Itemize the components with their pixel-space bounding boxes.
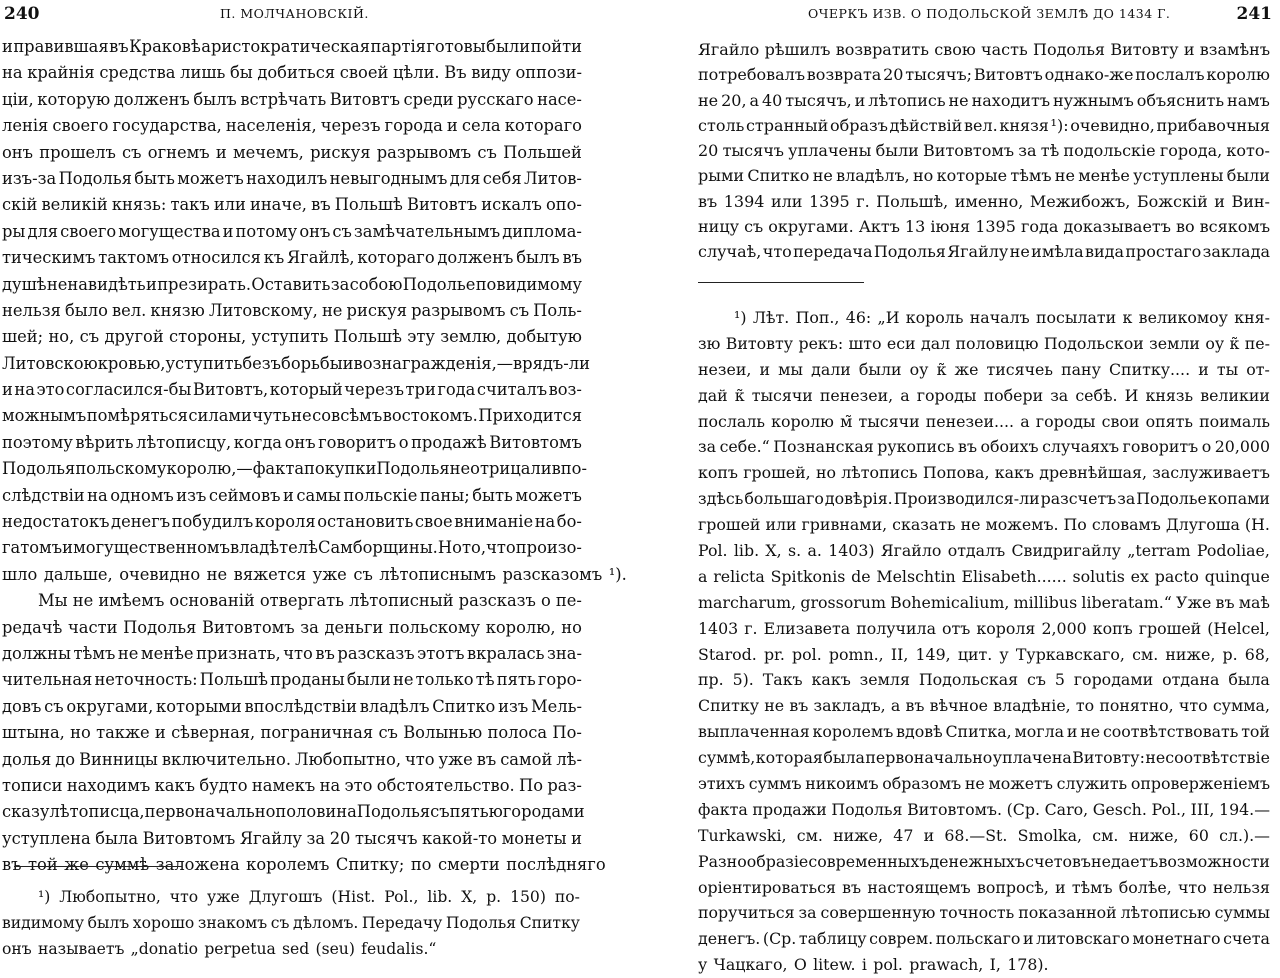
text-line: marcharum, grossorum Bohemicalium, millibus liberatam.“ Уже въ маѣ [698,592,1270,612]
text-line: незеи, и мы дали были оу к̃ же тисячеь пану Спитку.... и ты от- [698,359,1270,379]
text-line: видимому былъ хорошо знакомъ съ дѣломъ. Передачу Подолья Спитку [2,914,580,932]
text-line: тописи находимъ какъ будто намекъ на это обстоятельство. По раз- [2,775,582,795]
right-running-head [808,2,1272,26]
footnote-rule [14,866,182,867]
text-line: дай к̃ тысячи пенезеи, а городы побери за себѣ. И князь великии [698,385,1270,405]
footnote-rule [698,282,864,283]
text-line: поэтому вѣрить лѣтописцу, когда онъ говоритъ о продажѣ Витовтомъ [2,432,582,452]
left-running-head [4,2,592,26]
text-line: 20 тысячъ уплачены были Витовтомъ за тѣ подольскіе города, кото- [698,141,1270,161]
text-line: у Чацкаго, O litew. i pol. prawach, I, 178). [698,955,1049,975]
footnote [698,305,1270,978]
text-line: онъ прошелъ съ огнемъ и мечемъ, рискуя разрывомъ съ Польшей [2,142,582,162]
text-line: скій великій князь: такъ или иначе, въ Польшѣ Витовтъ искалъ опо- [2,195,582,215]
text-line: зю Витовту рекъ: што еси дал половицю Подольскои земли оу к̃ пе- [698,333,1270,353]
text-line: нельзя было вел. князю Литовскому, не рискуя разрывомъ съ Поль- [2,300,582,320]
text-line: ціи, которую долженъ былъ встрѣчать Витовтъ среди русскаго насе- [2,89,582,109]
text-line: копъ грошей, но лѣтопись Попова, какъ древнѣйшая, заслуживаетъ [698,463,1270,483]
text-line: шей; но, съ другой стороны, уступить Польшѣ эту землю, добытую [2,327,582,347]
text-line: Turkawski, см. ниже, 47 и 68.—St. Smolka, см. ниже, 60 сл.).— [698,825,1270,845]
text-line: можнымъ помѣряться силами чуть не совсѣмъ востокомъ. Приходится [2,406,582,426]
main-text [2,34,627,879]
main-text [698,37,1270,265]
text-line: на крайнія средства лишь бы добиться своей цѣли. Въ виду оппози- [2,63,582,83]
text-line: пр. 5). Такъ какъ земля Подольская съ 5 городами отдана была [698,670,1270,690]
text-line: столь странный образъ дѣйствій вел. князя ¹): очевидно, прибавочныя [698,115,1270,135]
text-line: и правившая въ Краковѣ аристократическая партія готовы были пойти [2,37,582,56]
text-line: ¹) Лѣт. Поп., 46: „И король началъ посылати к великомоу кня- [734,308,1270,327]
text-line: этихъ суммъ никоимъ образомъ не можетъ служить опроверженіемъ [698,774,1270,794]
text-line: Мы не имѣемъ основаній отвергать лѣтописный разсказъ о пе- [38,591,582,611]
right-page [640,0,1280,975]
text-line: выплаченная королемъ вдовѣ Спитка, могла и не соотвѣтствовать той [698,722,1270,742]
running-title: П. МОЛЧАНОВСКІЙ. [220,6,369,21]
text-line: тическимъ тактомъ относился къ Ягайлѣ, котораго долженъ былъ въ [2,248,582,268]
page-number: 241 [1236,4,1272,24]
text-line: Спитку не въ закладъ, а въ вѣчное владѣніе, то понятно, что сумма, [698,696,1270,716]
text-line: Pol. lib. X, s. a. 1403) Ягайло отдалъ Свидригайлу „terram Podoliae, [698,541,1270,561]
text-line: грошей или гривнами, сказать не можемъ. По словамъ Длугоша (H. [698,515,1270,535]
text-line: шло дальше, очевидно не вяжется уже съ лѣтописнымъ разсказомъ ¹). [2,564,627,584]
text-line: чительная неточность: Польшѣ проданы были не только тѣ пять горо- [2,670,582,690]
text-line: онъ называетъ „donatio perpetua sed (seu) feudalis.“ [2,940,437,958]
text-line: суммѣ, которая была первоначально уплачена Витовту: несоотвѣтствіе [698,748,1270,768]
text-line: сказу лѣтописца, первоначально половина Подолья съ пятью городами [2,802,585,822]
text-line: Подолья польскому королю,—факта покупки Подолья не отрицали впо- [2,459,587,479]
text-line: Разнообразіе современныхъ денежныхъ счетовъ не даетъ возможности [698,851,1270,871]
text-line: факта продажи Подолья Витовтомъ. (Ср. Caro, Gesch. Pol., III, 194.— [698,799,1270,819]
text-line: въ 1394 или 1395 г. Польшѣ, именно, Межибожъ, Божскій и Вин- [698,191,1270,211]
text-line: a relicta Spitkonis de Melschtin Elisabeth...... solutis ex pacto quinque [698,566,1270,586]
text-line: здѣсь большаго довѣрія. Производился-ли разсчетъ за Подолье копами [698,489,1270,509]
page-number: 240 [4,4,40,24]
text-line: Ягайло рѣшилъ возвратить свою часть Подолья Витовту и взамѣнъ [698,40,1270,59]
text-line: изъ-за Подолья быть можетъ находилъ невыгоднымъ для себя Литов- [2,168,582,188]
text-line: оріентироваться въ настоящемъ вопросѣ, и тѣмъ болѣе, что нельзя [698,877,1270,897]
text-line: душѣ ненавидѣть и презирать. Оставить за собою Подолье повидимому [2,274,582,294]
footnote [2,884,580,962]
text-line: довъ съ округами, которыми впослѣдствіи владѣлъ Спитко изъ Мель- [2,696,582,716]
text-line: ленія своего государства, населенія, черезъ города и села котораго [2,116,582,136]
text-line: слѣдствіи на одномъ изъ сеймовъ и самы польскіе паны; быть можетъ [2,485,582,505]
text-line: поручиться за совершенную точность показанной лѣтописью суммы [698,903,1270,923]
left-page [0,0,640,966]
text-line: не 20, а 40 тысячъ, и лѣтопись не находитъ нужнымъ объяснить намъ [698,90,1270,110]
running-title: ОЧЕРКЪ ИЗВ. О ПОДОЛЬСКОЙ ЗЕМЛѢ ДО 1434 Г. [808,6,1171,21]
text-line: ры для своего могущества и потому онъ съ замѣчательнымъ диплома- [2,221,582,241]
text-line: Литовскою кровью, уступить безъ борьбы и вознагражденія,—врядъ-ли [2,353,590,373]
text-line: недостатокъ денегъ побудилъ короля остановить свое вниманіе на бо- [2,512,582,532]
text-line: долья до Винницы включительно. Любопытно, что уже въ самой лѣ- [2,749,582,769]
text-line: гатомъ и могущественномъ владѣтелѣ Самборщины. Но то, что произо- [2,538,582,558]
text-line: 1403 г. Елизавета получила отъ короля 2,000 копъ грошей (Helcel, [698,618,1270,638]
text-line: въ той же суммѣ заложена королемъ Спитку; по смерти послѣдняго [2,855,606,875]
text-line: и на это согласился-бы Витовтъ, который черезъ три года считалъ воз- [2,380,582,400]
text-line: денегъ. (Ср. таблицу соврем. польскаго и литовскаго монетнаго счета [698,929,1270,949]
text-line: послаль королю м̃ тысячи пенезеи.... а городы свои опять поималь [698,411,1270,431]
text-line: Starod. pr. pol. pomn., II, 149, цит. у Туркавскаго, см. ниже, р. 68, [698,644,1270,664]
text-line: за себе.“ Познанская рукопись въ обоихъ случаяхъ говоритъ о 20,000 [698,437,1270,457]
text-line: потребовалъ возврата 20 тысячъ; Витовтъ однако-же послалъ королю [698,65,1270,85]
text-line: ницу съ округами. Актъ 13 іюня 1395 года доказываетъ во всякомъ [698,217,1270,237]
text-line: уступлена была Витовтомъ Ягайлу за 20 тысячъ какой-то монеты и [2,828,582,848]
text-line: штына, но также и сѣверная, пограничная съ Волынью полоса По- [2,723,582,743]
text-line: рыми Спитко не владѣлъ, но которые тѣмъ не менѣе уступлены были [698,166,1270,186]
text-line: ¹) Любопытно, что уже Длугошъ (Hist. Pol., lib. X, p. 150) по- [38,888,580,906]
text-line: случаѣ, что передача Подолья Ягайлу не имѣла вида простаго заклада [698,242,1270,262]
text-line: должны тѣмъ не менѣе признать, что въ разсказъ этотъ вкралась зна- [2,643,582,663]
text-line: редачѣ части Подолья Витовтомъ за деньги польскому королю, но [2,617,582,637]
